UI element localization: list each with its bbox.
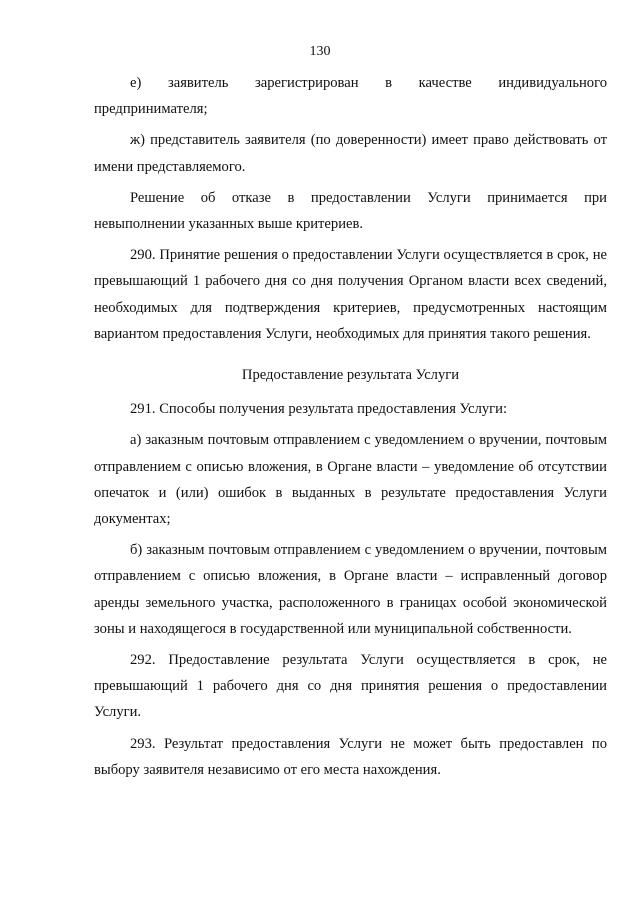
paragraph-291: 291. Способы получения результата предоставления Услуги: xyxy=(130,401,508,418)
paragraph-292: 292. Предоставление результата Услуги осуществляется в срок, не превышающий 1 рабочего дня со дня принятия решения о предоставлении Услуги. xyxy=(94,652,607,721)
section-heading: Предоставление результата Услуги xyxy=(241,367,460,384)
paragraph-290: 290. Принятие решения о предоставлении Услуги осуществляется в срок, не превышающий 1 рабочего дня со дня получения Органом власти всех сведений, необходимых для подтверждения критериев, предусмотренных настоящим вариантом предоставления Услуги, необходимых для принятия такого решения. xyxy=(94,247,607,342)
paragraph-b: б) заказным почтовым отправлением с уведомлением о вручении, почтовым отправлением с описью вложения, в Органе власти – исправленный договор аренды земельного участка, расположенного в границах особой экономической зоны и находящегося в государственной или муниципальной собственности. xyxy=(94,542,607,637)
page-content xyxy=(94,70,607,788)
paragraph-293: 293. Результат предоставления Услуги не может быть предоставлен по выбору заявителя независимо от его места нахождения. xyxy=(94,735,607,778)
paragraph-a: а) заказным почтовым отправлением с уведомлением о вручении, почтовым отправлением с описью вложения, в Органе власти – уведомление об отсутствии опечаток и (или) ошибок в выданных в результате предоставления Услуги документах; xyxy=(94,432,607,528)
paragraph-refusal: Решение об отказе в предоставлении Услуги принимается при невыполнении указанных выше критериев. xyxy=(94,189,607,233)
paragraph-zh: ж) представитель заявителя (по доверенности) имеет право действовать от имени представляемого. xyxy=(94,132,607,175)
paragraph-e: е) заявитель зарегистрирован в качестве индивидуального предпринимателя; xyxy=(94,75,607,118)
page-number: 130 xyxy=(309,44,331,59)
